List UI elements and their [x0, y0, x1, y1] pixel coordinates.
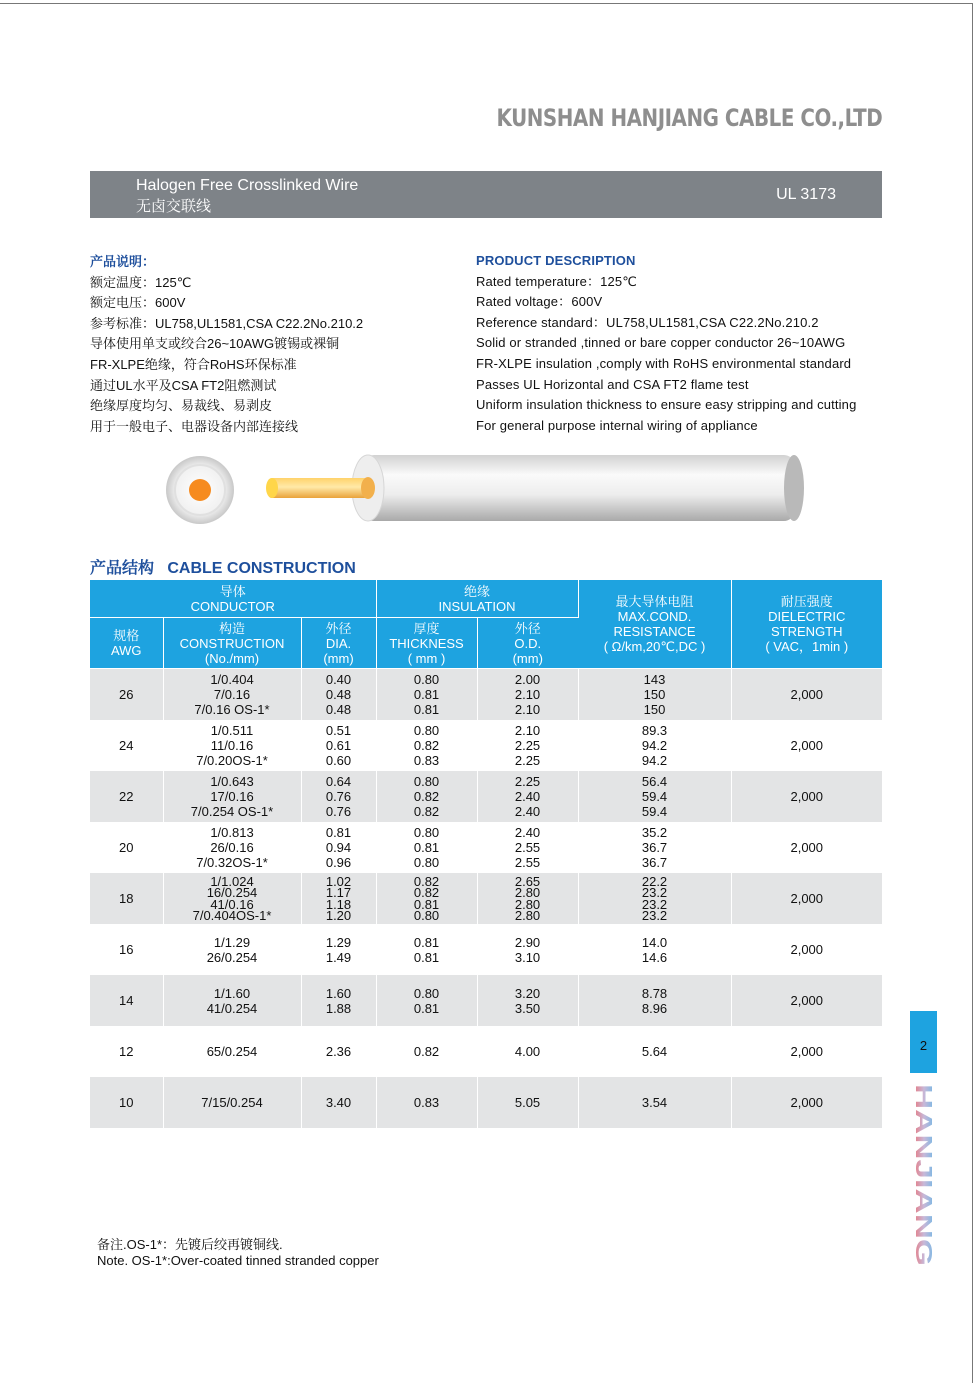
cell-thickness: 0.82	[376, 1026, 477, 1077]
cell-dia: 0.81 0.94 0.96	[301, 822, 376, 873]
cell-construction: 7/15/0.254	[163, 1077, 301, 1128]
product-code: UL 3173	[776, 186, 836, 203]
cell-dielectric: 2,000	[790, 942, 824, 957]
cell-dia: 0.51 0.61 0.60	[301, 720, 376, 771]
table-row	[90, 1077, 882, 1128]
cell-thickness: 0.83	[376, 1077, 477, 1128]
table-row	[90, 873, 882, 924]
cell-dielectric: 2,000	[790, 840, 824, 855]
description-zh-line: 用于一般电子、电器设备内部连接线	[90, 418, 299, 434]
page-frame-top	[0, 3, 973, 4]
header-dia: 外径 DIA. (mm)	[301, 618, 376, 669]
cell-construction: 1/0.643 17/0.16 7/0.254 OS-1*	[163, 771, 301, 822]
cell-construction: 1/0.511 11/0.16 7/0.20OS-1*	[163, 720, 301, 771]
description-en-line: Rated temperature：125℃	[476, 273, 637, 289]
cell-construction: 1/0.404 7/0.16 7/0.16 OS-1*	[163, 669, 301, 721]
cell-dielectric: 2,000	[731, 873, 882, 924]
cell-dia: 2.36	[301, 1026, 376, 1077]
cell-awg: 10	[90, 1077, 163, 1128]
cell-dielectric: 2,000	[731, 975, 882, 1026]
cell-od: 3.20 3.50	[477, 975, 578, 1026]
header-dielectric: 耐压强度 DIELECTRIC STRENGTH ( VAC，1min )	[731, 580, 882, 669]
table-row	[90, 771, 882, 822]
description-en-line: FR-XLPE insulation ,comply with RoHS environmental standard	[476, 355, 852, 371]
cell-dia: 1.60 1.88	[301, 975, 376, 1026]
description-zh-line: 绝缘厚度均匀、易裁线、易剥皮	[90, 398, 273, 414]
header-awg: 规格 AWG	[90, 618, 163, 669]
description-en-heading: PRODUCT DESCRIPTION	[476, 253, 636, 268]
note-en: Note. OS-1*:Over-coated tinned stranded copper	[97, 1253, 379, 1268]
cell-dia: 1.02 1.17 1.18 1.20	[301, 873, 376, 924]
cell-od: 5.05	[477, 1077, 578, 1128]
cell-od: 2.40 2.55 2.55	[477, 822, 578, 873]
cable-illustration	[160, 452, 810, 532]
cell-resistance: 3.54	[578, 1077, 731, 1128]
cell-thickness: 0.80 0.81 0.80	[376, 822, 477, 873]
cable-construction-table	[90, 580, 882, 1128]
cell-dia: 3.40	[301, 1077, 376, 1128]
cell-resistance: 22.2 23.2 23.2 23.2	[578, 873, 731, 924]
cell-resistance: 56.4 59.4 59.4	[578, 771, 731, 822]
cell-awg: 24	[90, 720, 163, 771]
cell-od: 2.25 2.40 2.40	[477, 771, 578, 822]
description-en-line: For general purpose internal wiring of appliance	[476, 417, 758, 433]
cell-od: 2.65 2.80 2.80 2.80	[477, 873, 578, 924]
description-zh-heading: 产品说明：	[90, 254, 156, 269]
cell-thickness: 0.80 0.82 0.83	[376, 720, 477, 771]
header-thickness: 厚度 THICKNESS ( mm )	[376, 618, 477, 669]
cell-resistance: 8.78 8.96	[578, 975, 731, 1026]
description-en-line: Solid or stranded ,tinned or bare copper conductor 26~10AWG	[476, 335, 846, 351]
cell-construction: 65/0.254	[163, 1026, 301, 1077]
table-row	[90, 720, 882, 771]
section-title-en: CABLE CONSTRUCTION	[167, 560, 356, 577]
cell-awg: 16	[90, 924, 163, 975]
page-tab	[910, 1011, 937, 1073]
description-en-line: Reference standard：UL758,UL1581,CSA C22.2No.210.2	[476, 314, 819, 330]
cell-thickness: 0.81 0.81	[376, 924, 477, 975]
cell-resistance: 35.2 36.7 36.7	[578, 822, 731, 873]
page-frame-right	[972, 3, 973, 1383]
cell-construction: 1/1.29 26/0.254	[163, 924, 301, 975]
cell-construction: 1/1.60 41/0.254	[163, 975, 301, 1026]
cell-od: 2.90 3.10	[477, 924, 578, 975]
cell-dielectric: 2,000	[790, 1044, 824, 1059]
header-od: 外径 O.D. (mm)	[477, 618, 578, 669]
cell-dia: 1.29 1.49	[301, 924, 376, 975]
cell-resistance: 143 150 150	[578, 669, 731, 721]
wire-side-view-icon	[266, 455, 804, 521]
cell-od: 4.00	[477, 1026, 578, 1077]
table-row	[90, 1026, 882, 1077]
cell-thickness: 0.82 0.82 0.81 0.80	[376, 873, 477, 924]
cell-awg: 26	[90, 669, 163, 721]
table-row	[90, 924, 882, 975]
header-construction: 构造 CONSTRUCTION (No./mm)	[163, 618, 301, 669]
cell-thickness: 0.80 0.81	[376, 975, 477, 1026]
table-row	[90, 669, 882, 721]
description-en-line: Uniform insulation thickness to ensure easy stripping and cutting	[476, 397, 857, 413]
cell-resistance: 89.3 94.2 94.2	[578, 720, 731, 771]
description-zh-line: 额定电压：600V	[90, 295, 186, 311]
section-title-zh: 产品结构	[90, 560, 155, 577]
description-en	[476, 251, 856, 436]
cross-section-icon	[166, 456, 234, 524]
product-title-en: Halogen Free Crosslinked Wire	[136, 177, 359, 194]
description-zh-line: 参考标准：UL758,UL1581,CSA C22.2No.210.2	[90, 315, 364, 331]
section-title	[90, 555, 356, 578]
description-zh-line: FR-XLPE绝缘，符合RoHS环保标准	[90, 356, 297, 372]
cell-od: 2.10 2.25 2.25	[477, 720, 578, 771]
cell-dielectric: 2,000	[790, 738, 824, 753]
page-number: 2	[919, 1038, 928, 1053]
cell-od: 2.00 2.10 2.10	[477, 669, 578, 721]
table-header-row	[90, 580, 882, 618]
table-row	[90, 822, 882, 873]
title-bar	[90, 171, 882, 218]
cell-dielectric: 2,000	[731, 771, 882, 822]
cell-awg: 20	[90, 822, 163, 873]
cell-dia: 0.64 0.76 0.76	[301, 771, 376, 822]
note-zh: 备注.OS-1*：先镀后绞再镀铜线.	[97, 1237, 283, 1252]
cell-dia: 0.40 0.48 0.48	[301, 669, 376, 721]
description-zh-line: 导体使用单支或绞合26~10AWG镀锡或裸铜	[90, 336, 340, 352]
cell-dielectric: 2,000	[731, 669, 882, 721]
description-en-line: Passes UL Horizontal and CSA FT2 flame test	[476, 376, 749, 392]
company-name: KUNSHAN HANJIANG CABLE CO.,LTD	[496, 104, 882, 132]
header-resistance: 最大导体电阻 MAX.COND. RESISTANCE ( Ω/km,20℃,DC )	[578, 580, 731, 669]
description-en-line: Rated voltage：600V	[476, 294, 603, 310]
cell-thickness: 0.80 0.81 0.81	[376, 669, 477, 721]
description-zh-line: 额定温度：125℃	[90, 274, 192, 290]
header-insulation: 绝缘 INSULATION	[376, 580, 578, 618]
cell-awg: 18	[90, 873, 163, 924]
product-title-zh: 无卤交联线	[136, 198, 212, 215]
description-zh	[90, 252, 363, 437]
cell-awg: 14	[90, 975, 163, 1026]
notes	[97, 1237, 379, 1269]
table-row	[90, 975, 882, 1026]
brand-vertical-logo	[910, 1084, 937, 1266]
cell-construction: 1/1.024 16/0.254 41/0.16 7/0.404OS-1*	[163, 873, 301, 924]
description-zh-line: 通过UL水平及CSA FT2阻燃测试	[90, 377, 277, 393]
header-conductor: 导体 CONDUCTOR	[90, 580, 376, 618]
cell-awg: 12	[90, 1026, 163, 1077]
cell-thickness: 0.80 0.82 0.82	[376, 771, 477, 822]
cell-awg: 22	[90, 771, 163, 822]
cell-resistance: 5.64	[578, 1026, 731, 1077]
cell-resistance: 14.0 14.6	[578, 924, 731, 975]
cell-construction: 1/0.813 26/0.16 7/0.32OS-1*	[163, 822, 301, 873]
brand-vertical-text: HANJIANG	[911, 1084, 937, 1205]
cell-dielectric: 2,000	[731, 1077, 882, 1128]
